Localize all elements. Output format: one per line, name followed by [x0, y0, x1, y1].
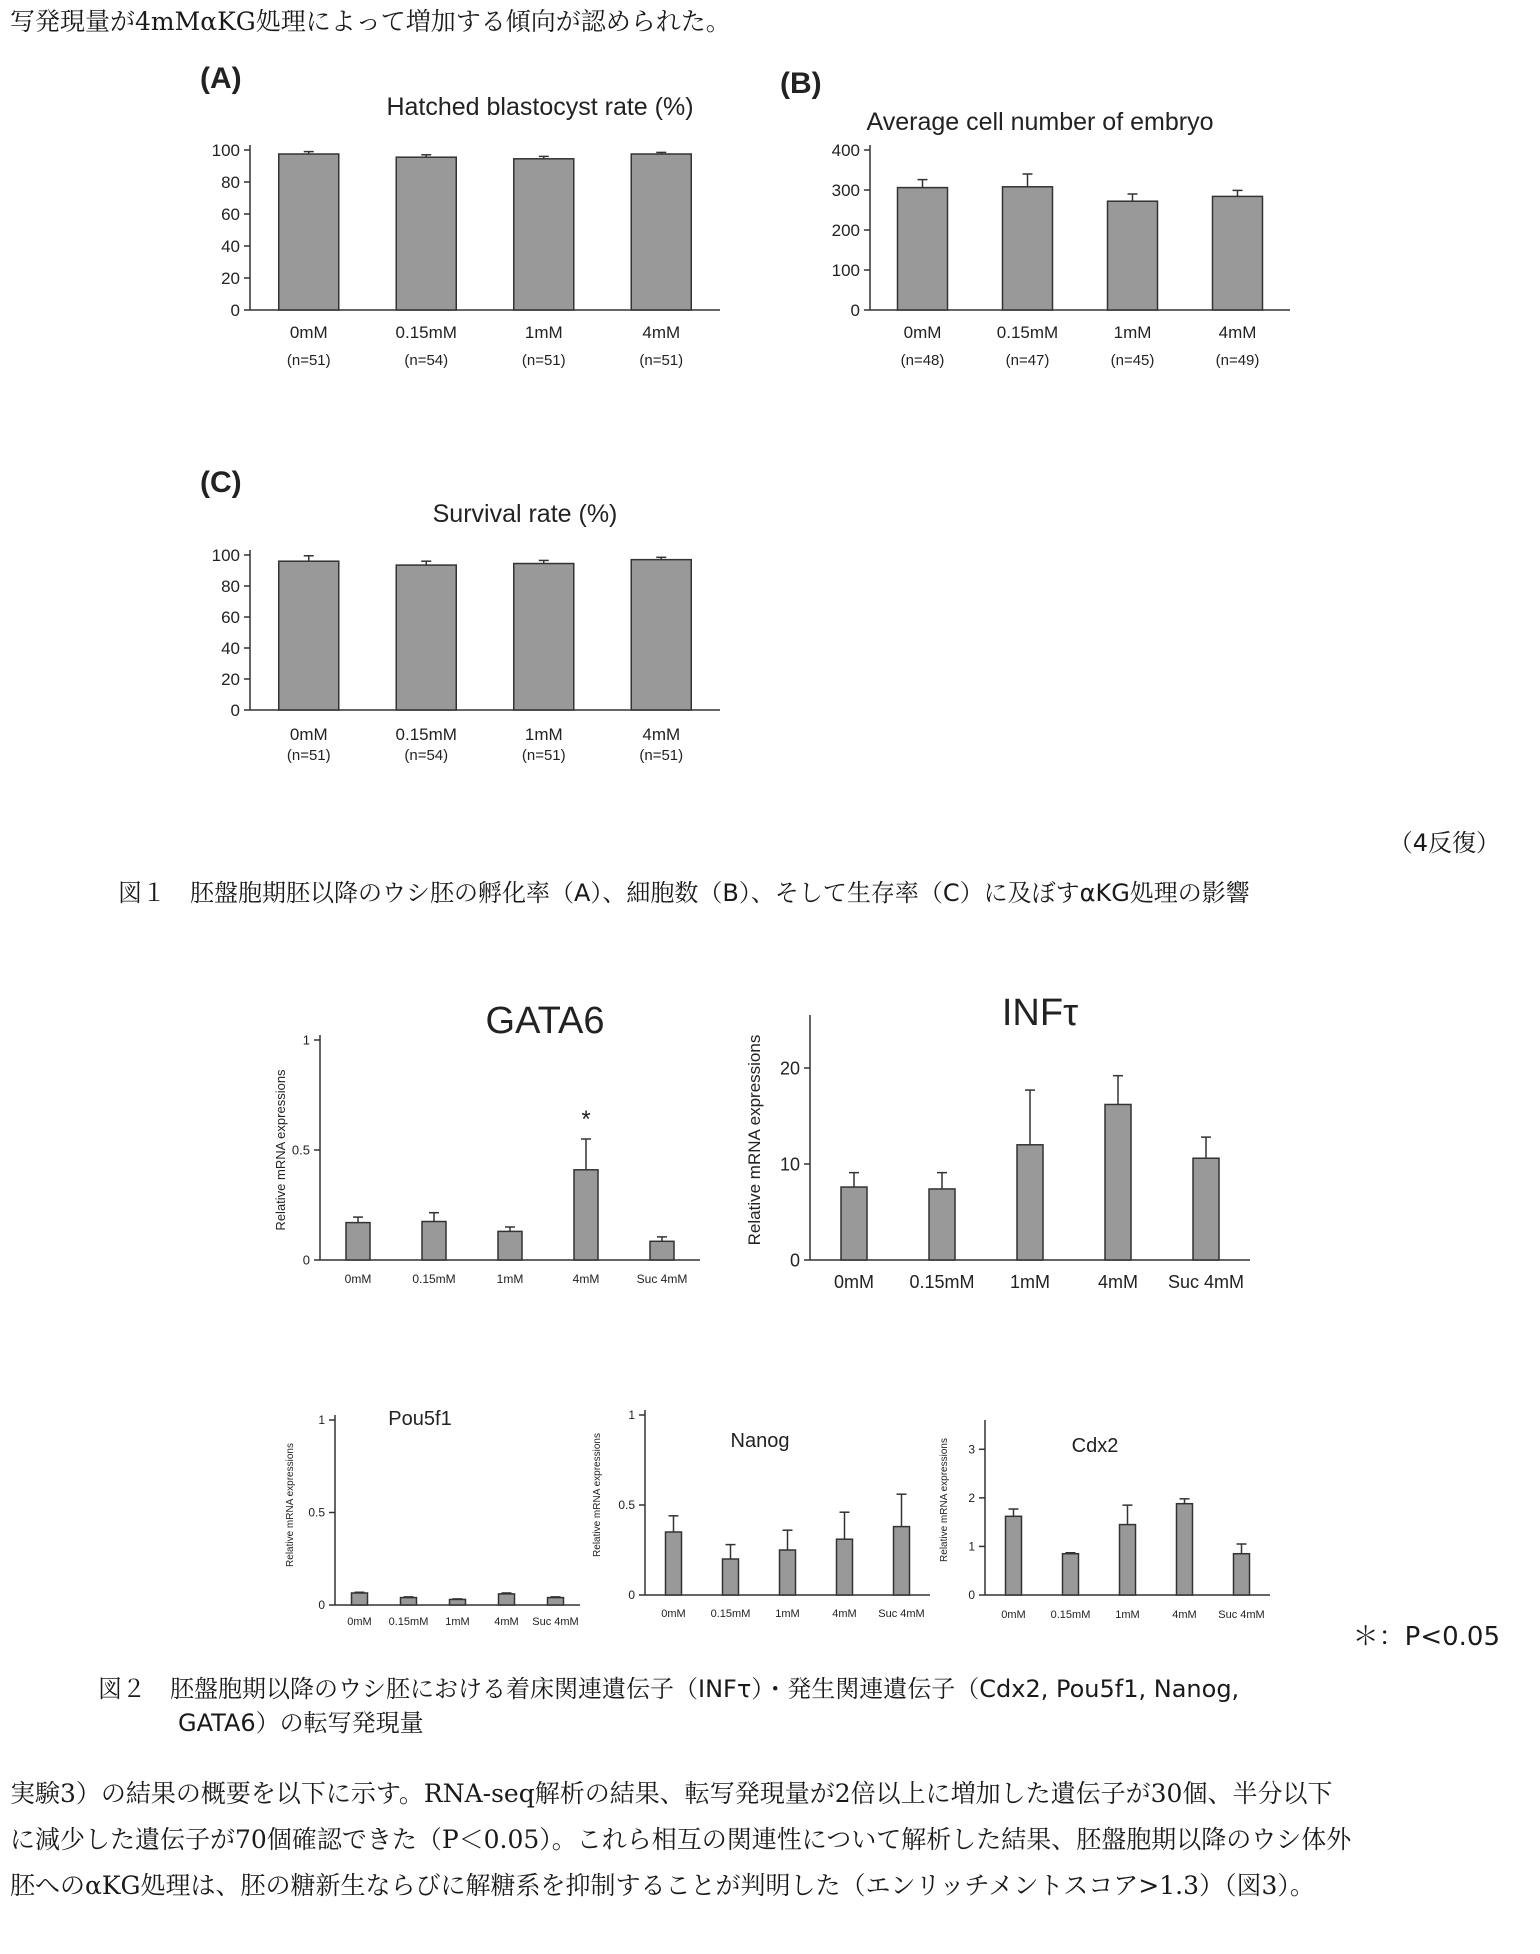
- bar: [929, 1189, 955, 1260]
- y-tick-label: 80: [221, 172, 240, 192]
- x-category-label: 0mM: [1001, 1609, 1026, 1621]
- x-category-label: 0mM: [661, 1608, 686, 1620]
- bar: [346, 1223, 370, 1260]
- figure1-caption: 図１ 胚盤胞期胚以降のウシ胚の孵化率（A）、細胞数（B）、そして生存率（C）に及ぼすαKG処理の影響: [118, 879, 1250, 907]
- bar: [1120, 1525, 1136, 1595]
- results-paragraph-line2: に減少した遺伝子が70個確認できた（P＜0.05）。これら相互の関連性について解析した結果、胚盤胞期以降のウシ体外: [10, 1825, 1352, 1854]
- x-category-label: 0mM: [289, 323, 328, 342]
- bar: [666, 1532, 682, 1595]
- bar: [279, 561, 339, 710]
- y-tick-label: 3: [968, 1442, 975, 1457]
- x-category-label: 0.15mM: [395, 725, 457, 744]
- x-category-label: 1mM: [524, 725, 563, 744]
- y-tick-label: 0: [230, 300, 240, 320]
- chart-B: [770, 60, 1290, 460]
- x-category-label: 1mM: [1113, 323, 1152, 342]
- bar: [1017, 1145, 1043, 1260]
- x-category-label: 0.15mM: [388, 1616, 429, 1628]
- chart-title: Nanog: [730, 1430, 790, 1452]
- sample-size-label: (n=51): [639, 352, 684, 369]
- repeats-note: （4反復）: [1388, 829, 1500, 857]
- x-category-label: 1mM: [524, 323, 563, 342]
- sample-size-label: (n=45): [1110, 352, 1155, 369]
- chart-A: [200, 60, 760, 460]
- y-axis-label: Relative mRNA expressions: [745, 1034, 764, 1246]
- y-tick-label: 10: [779, 1154, 800, 1175]
- bar: [894, 1527, 910, 1595]
- sample-size-label: (n=51): [521, 747, 566, 764]
- chart-title: GATA6: [485, 1000, 605, 1042]
- x-category-label: 0.15mM: [1050, 1609, 1091, 1621]
- y-tick-label: 0: [628, 1588, 635, 1603]
- bar: [631, 154, 691, 310]
- results-paragraph-line3: 胚へのαKG処理は、胚の糖新生ならびに解糖系を抑制することが判明した（エンリッチメントスコア>1.3）（図3）。: [10, 1871, 1315, 1900]
- bar: [898, 188, 948, 310]
- x-category-label: 0.15mM: [909, 1272, 975, 1292]
- y-tick-label: 0: [230, 700, 240, 720]
- y-tick-label: 0.5: [618, 1498, 635, 1513]
- y-tick-label: 80: [221, 576, 240, 596]
- x-category-label: 1mM: [496, 1272, 524, 1286]
- x-category-label: 4mM: [572, 1272, 600, 1286]
- x-category-label: 1mM: [445, 1616, 470, 1628]
- x-category-label: 0.15mM: [996, 323, 1059, 342]
- bar: [1213, 196, 1263, 310]
- x-category-label: Suc 4mM: [1218, 1609, 1265, 1621]
- y-tick-label: 1: [318, 1413, 325, 1428]
- bar: [499, 1594, 515, 1605]
- x-category-label: 4mM: [1098, 1272, 1138, 1292]
- chart-Pou5f1: [265, 1400, 585, 1645]
- panel-label: (C): [200, 470, 242, 499]
- results-paragraph-line1: 実験3）の結果の概要を以下に示す。RNA-seq解析の結果、転写発現量が2倍以上に増加した遺伝子が30個、半分以下: [10, 1779, 1333, 1808]
- y-tick-label: 400: [831, 140, 860, 160]
- bar: [1193, 1158, 1219, 1260]
- x-category-label: 0mM: [903, 323, 942, 342]
- x-category-label: 0mM: [347, 1616, 372, 1628]
- x-category-label: 0mM: [344, 1272, 372, 1286]
- sample-size-label: (n=48): [900, 352, 945, 369]
- bar: [548, 1598, 564, 1605]
- y-tick-label: 0.5: [291, 1142, 310, 1158]
- sample-size-label: (n=51): [521, 352, 566, 369]
- x-category-label: Suc 4mM: [1167, 1272, 1245, 1292]
- y-tick-label: 20: [779, 1058, 800, 1079]
- bar: [780, 1550, 796, 1595]
- y-tick-label: 100: [211, 545, 240, 565]
- y-tick-label: 1: [302, 1032, 310, 1048]
- bar: [1006, 1516, 1022, 1595]
- bar: [514, 159, 574, 310]
- y-tick-label: 1: [968, 1539, 975, 1554]
- significance-marker: *: [581, 1106, 591, 1133]
- sample-size-label: (n=47): [1005, 352, 1050, 369]
- x-category-label: 1mM: [1010, 1272, 1050, 1292]
- panel-label: (A): [200, 62, 242, 95]
- chart-title: Pou5f1: [388, 1408, 452, 1430]
- sample-size-label: (n=49): [1215, 352, 1260, 369]
- bar: [723, 1559, 739, 1595]
- sample-size-label: (n=54): [404, 352, 449, 369]
- y-tick-label: 40: [221, 638, 240, 658]
- bar: [631, 560, 691, 710]
- y-tick-label: 0: [302, 1252, 310, 1268]
- y-tick-label: 100: [831, 260, 860, 280]
- x-category-label: 0mM: [289, 725, 328, 744]
- bar: [1108, 201, 1158, 310]
- intro-sentence: 写発現量が4mMαKG処理によって増加する傾向が認められた。: [10, 7, 731, 36]
- sample-size-label: (n=54): [404, 747, 449, 764]
- y-tick-label: 1: [628, 1408, 635, 1423]
- bar: [650, 1241, 674, 1260]
- panel-label: (B): [780, 67, 822, 100]
- bar: [1177, 1504, 1193, 1595]
- chart-INFt: [740, 985, 1260, 1305]
- y-tick-label: 20: [221, 268, 240, 288]
- y-tick-label: 60: [221, 204, 240, 224]
- bar: [396, 565, 456, 710]
- y-tick-label: 0: [850, 300, 860, 320]
- significance-note: ＊：P<0.05: [1352, 1622, 1500, 1652]
- y-tick-label: 20: [221, 669, 240, 689]
- x-category-label: 1mM: [1115, 1609, 1140, 1621]
- y-axis-label: Relative mRNA expressions: [285, 1443, 296, 1567]
- y-tick-label: 200: [831, 220, 860, 240]
- bar: [401, 1598, 417, 1605]
- y-tick-label: 100: [211, 140, 240, 160]
- bar: [422, 1222, 446, 1261]
- y-axis-label: Relative mRNA expressions: [273, 1069, 288, 1231]
- bar: [1003, 187, 1053, 310]
- chart-title: Survival rate (%): [432, 500, 618, 528]
- y-axis-label: Relative mRNA expressions: [939, 1438, 950, 1562]
- x-category-label: 1mM: [775, 1608, 800, 1620]
- x-category-label: Suc 4mM: [878, 1608, 925, 1620]
- y-tick-label: 60: [221, 607, 240, 627]
- bar: [837, 1539, 853, 1595]
- chart-Nanog: [575, 1395, 935, 1640]
- x-category-label: 0.15mM: [395, 323, 457, 342]
- chart-GATA6: [260, 985, 710, 1305]
- bar: [1063, 1554, 1079, 1595]
- chart-Cdx2: [925, 1400, 1275, 1645]
- y-tick-label: 2: [968, 1491, 975, 1506]
- figure2-caption-line1: 図２ 胚盤胞期以降のウシ胚における着床関連遺伝子（INFτ）・発生関連遺伝子（Cdx2, Pou5f1, Nanog,: [98, 1675, 1240, 1703]
- chart-title: INFτ: [1001, 992, 1079, 1034]
- y-tick-label: 40: [221, 236, 240, 256]
- y-axis-label: Relative mRNA expressions: [592, 1433, 603, 1557]
- bar: [1105, 1104, 1131, 1260]
- bar: [1234, 1554, 1250, 1595]
- y-tick-label: 0: [968, 1588, 975, 1603]
- x-category-label: Suc 4mM: [636, 1272, 688, 1286]
- bar: [450, 1599, 466, 1605]
- x-category-label: 0.15mM: [412, 1272, 456, 1286]
- bar: [498, 1231, 522, 1260]
- y-tick-label: 0.5: [308, 1505, 325, 1520]
- y-tick-label: 0: [318, 1598, 325, 1613]
- bar: [841, 1187, 867, 1260]
- bar: [279, 154, 339, 310]
- x-category-label: Suc 4mM: [532, 1616, 579, 1628]
- x-category-label: 0mM: [834, 1272, 874, 1292]
- x-category-label: 4mM: [1218, 323, 1257, 342]
- sample-size-label: (n=51): [286, 352, 331, 369]
- figure2-caption-line2: GATA6）の転写発現量: [178, 1709, 424, 1737]
- chart-title: Hatched blastocyst rate (%): [386, 93, 694, 121]
- bar: [352, 1593, 368, 1605]
- sample-size-label: (n=51): [639, 747, 684, 764]
- chart-title: Cdx2: [1071, 1435, 1119, 1457]
- chart-C: [200, 470, 760, 850]
- x-category-label: 4mM: [1172, 1609, 1197, 1621]
- bar: [514, 564, 574, 710]
- bar: [574, 1170, 598, 1260]
- x-category-label: 0.15mM: [710, 1608, 751, 1620]
- y-tick-label: 0: [789, 1250, 800, 1271]
- chart-title: Average cell number of embryo: [866, 108, 1214, 136]
- x-category-label: 4mM: [642, 725, 681, 744]
- bar: [396, 157, 456, 310]
- y-tick-label: 300: [831, 180, 860, 200]
- x-category-label: 4mM: [832, 1608, 857, 1620]
- sample-size-label: (n=51): [286, 747, 331, 764]
- x-category-label: 4mM: [494, 1616, 519, 1628]
- x-category-label: 4mM: [642, 323, 681, 342]
